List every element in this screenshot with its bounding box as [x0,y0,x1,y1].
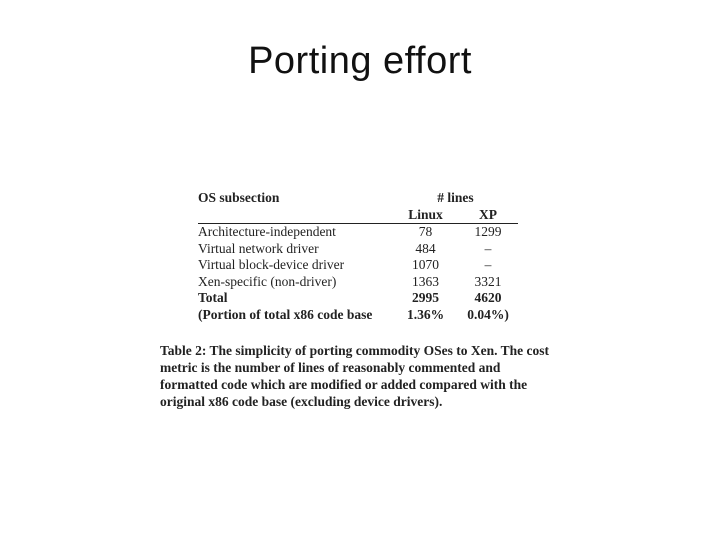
total-label: Total [198,290,228,305]
portion-label: (Portion of total x86 code base [198,306,373,322]
header-os-subsection: OS subsection [198,190,280,205]
header-linux: Linux [393,207,458,224]
row-label: Architecture-independent [198,224,336,239]
header-blank [198,207,393,224]
table-portion-row [198,307,518,324]
row-label: Virtual network driver [198,240,319,256]
porting-effort-table [198,190,518,323]
row-linux-value: 78 [418,224,433,239]
row-linux-value: 484 [415,240,436,256]
portion-xp-value: 0.04%) [467,306,509,322]
slide-title: Porting effort [248,40,472,82]
total-linux-value: 2995 [412,290,439,305]
row-label: Virtual block-device driver [198,257,345,272]
row-label: Xen-specific (non-driver) [198,273,337,289]
table-row [198,257,518,274]
row-linux-value: 1363 [412,273,439,289]
portion-linux-value: 1.36% [406,306,445,322]
row-linux-value: 1070 [412,257,439,272]
row-xp-value: – [484,240,492,256]
header-xp: XP [458,207,518,224]
table-caption: Table 2: The simplicity of porting commodity OSes to Xen. The cost metric is the number of lines of reasonably commented and formatted code which are modified or added compared with the original x86 code base (excluding device drivers). [160,343,550,409]
header-lines: # lines [437,190,474,205]
total-xp-value: 4620 [474,290,502,305]
table-header-row [198,190,518,207]
table-total-row [198,290,518,307]
table-row [198,241,518,258]
row-xp-value: 3321 [474,273,502,289]
row-xp-value: 1299 [474,224,502,239]
table-row [198,274,518,291]
table-subheader-row [198,207,518,224]
table-row [198,224,518,241]
row-xp-value: – [484,257,492,272]
